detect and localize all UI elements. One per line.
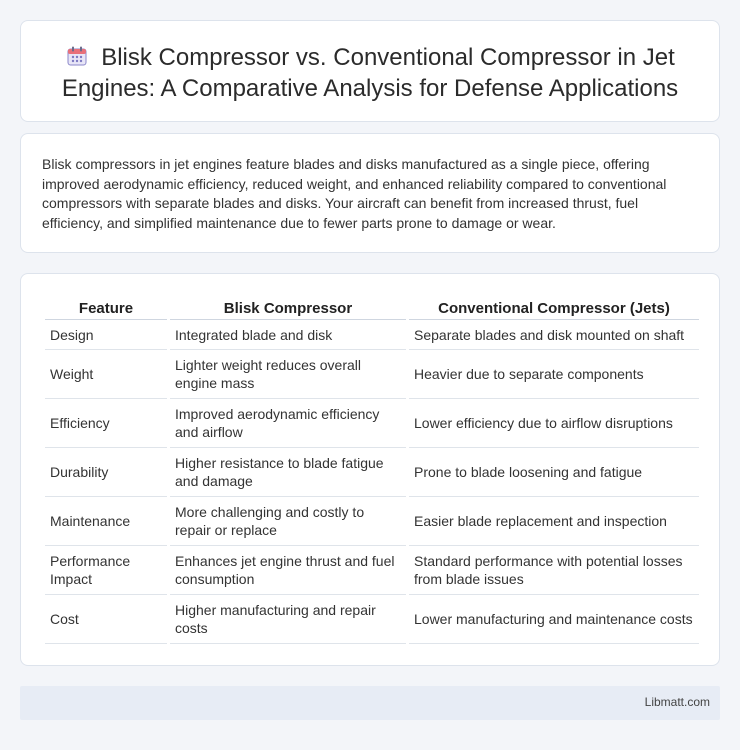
feature-cell: Performance Impact [45, 546, 167, 595]
table-header-row [45, 296, 699, 320]
conventional-cell: Prone to blade loosening and fatigue [409, 448, 699, 497]
blisk-cell: Enhances jet engine thrust and fuel consumption [170, 546, 406, 595]
feature-cell: Efficiency [45, 399, 167, 448]
header-conventional: Conventional Compressor (Jets) [409, 296, 699, 320]
feature-cell: Design [45, 320, 167, 350]
table-row [45, 497, 699, 546]
comparison-table [42, 296, 702, 644]
header-blisk: Blisk Compressor [170, 296, 406, 320]
table-row [45, 448, 699, 497]
blisk-cell: Lighter weight reduces overall engine mass [170, 350, 406, 399]
blisk-cell: Integrated blade and disk [170, 320, 406, 350]
conventional-cell: Heavier due to separate components [409, 350, 699, 399]
title-card [20, 20, 720, 122]
feature-cell: Maintenance [45, 497, 167, 546]
page-title-text: Blisk Compressor vs. Conventional Compressor in Jet Engines: A Comparative Analysis for Defense Applications [61, 44, 679, 102]
conventional-cell: Easier blade replacement and inspection [409, 497, 699, 546]
conventional-cell: Lower manufacturing and maintenance costs [409, 595, 699, 644]
feature-cell: Weight [45, 350, 167, 399]
feature-cell: Cost [45, 595, 167, 644]
blisk-cell: Higher manufacturing and repair costs [170, 595, 406, 644]
page-title [51, 42, 689, 104]
footer-brand-link[interactable]: Libmatt.com [644, 695, 710, 709]
calendar-icon [65, 44, 89, 68]
conventional-cell: Standard performance with potential losses from blade issues [409, 546, 699, 595]
table-row [45, 350, 699, 399]
footer-bar [20, 686, 720, 720]
feature-cell: Durability [45, 448, 167, 497]
blisk-cell: Improved aerodynamic efficiency and airflow [170, 399, 406, 448]
blisk-cell: More challenging and costly to repair or replace [170, 497, 406, 546]
table-row [45, 595, 699, 644]
comparison-table-card [20, 273, 720, 666]
conventional-cell: Lower efficiency due to airflow disruptions [409, 399, 699, 448]
conventional-cell: Separate blades and disk mounted on shaft [409, 320, 699, 350]
blisk-cell: Higher resistance to blade fatigue and damage [170, 448, 406, 497]
table-row [45, 320, 699, 350]
intro-paragraph: Blisk compressors in jet engines feature blades and disks manufactured as a single piece, offering improved aerodynamic efficiency, reduced weight, and enhanced reliability compared to conventional compressors with separate blades and disks. Your aircraft can benefit from increased thrust, fuel efficiency, and simplified maintenance due to fewer parts prone to damage or wear. [42, 156, 667, 231]
intro-card [20, 133, 720, 253]
header-feature: Feature [45, 296, 167, 320]
table-row [45, 546, 699, 595]
table-row [45, 399, 699, 448]
